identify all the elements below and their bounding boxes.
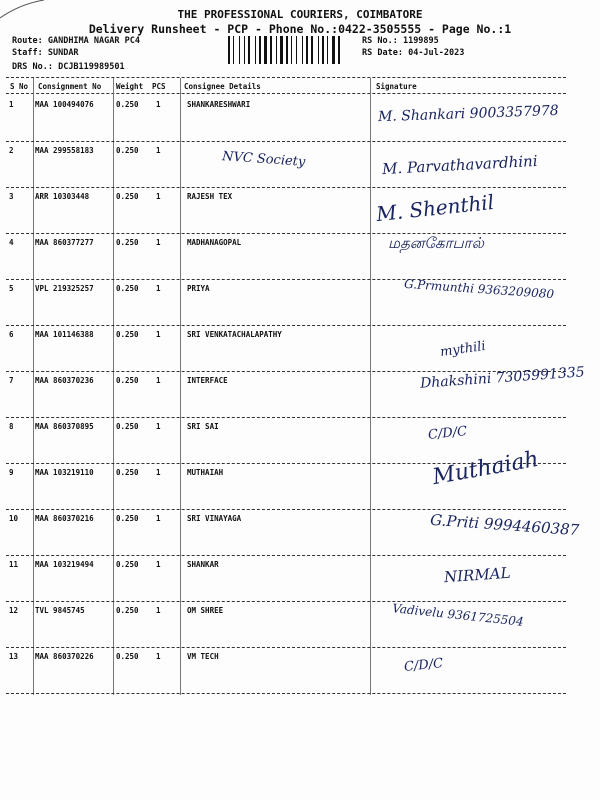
row-signature: mythili xyxy=(439,338,487,361)
row-consignee: SRI SAI xyxy=(187,422,219,431)
row-consignment-no: MAA 860370236 xyxy=(35,376,94,385)
table-top-rule xyxy=(6,77,566,78)
row-weight: 0.250 xyxy=(116,652,139,661)
row-consignment-no: MAA 103219110 xyxy=(35,468,94,477)
row-weight: 0.250 xyxy=(116,422,139,431)
row-pcs: 1 xyxy=(156,192,161,201)
row-consignment-no: MAA 299558183 xyxy=(35,146,94,155)
barcode-bar xyxy=(233,36,234,64)
row-consignee: SHANKARESHWARI xyxy=(187,100,251,109)
row-divider xyxy=(6,601,566,602)
col-header-sno: S No xyxy=(10,82,29,91)
barcode-bar xyxy=(248,36,250,64)
row-sno: 3 xyxy=(9,192,14,201)
row-signature: NIRMAL xyxy=(443,563,512,587)
row-consignment-no: MAA 860370216 xyxy=(35,514,94,523)
row-signature: Dhakshini 7305991335 xyxy=(419,364,586,392)
barcode-bar xyxy=(239,36,240,64)
row-divider xyxy=(6,141,566,142)
barcode-bar xyxy=(291,36,292,64)
row-consignment-no: MAA 100494076 xyxy=(35,100,94,109)
drs-line xyxy=(12,62,125,72)
col-divider xyxy=(370,78,371,695)
row-consignee: RAJESH TEX xyxy=(187,192,233,201)
row-consignment-no: MAA 860377277 xyxy=(35,238,94,247)
row-signature: G.Prmunthi 9363209080 xyxy=(403,276,555,302)
row-signature: M. Parvathavardhini xyxy=(381,151,538,179)
row-sno: 11 xyxy=(9,560,19,569)
table-header-rule xyxy=(6,93,566,94)
row-signature: G.Priti 9994460387 xyxy=(429,510,580,540)
staff-line xyxy=(12,48,79,58)
row-pcs: 1 xyxy=(156,652,161,661)
barcode-bar xyxy=(296,36,297,64)
barcode-bar xyxy=(264,36,267,64)
row-sno: 8 xyxy=(9,422,14,431)
row-signature: C/D/C xyxy=(403,655,444,676)
row-signature: Vadivelu 9361725504 xyxy=(391,601,525,629)
row-weight: 0.250 xyxy=(116,100,139,109)
rs-date-value: 04-Jul-2023 xyxy=(408,48,465,58)
rs-no-value: 1199895 xyxy=(402,36,439,46)
barcode xyxy=(228,36,356,64)
row-signature: C/D/C xyxy=(427,423,468,444)
row-pcs: 1 xyxy=(156,606,161,615)
barcode-bar xyxy=(332,36,335,64)
row-sno: 13 xyxy=(9,652,19,661)
row-consignee: SHANKAR xyxy=(187,560,219,569)
row-sno: 9 xyxy=(9,468,14,477)
row-weight: 0.250 xyxy=(116,284,139,293)
barcode-bar xyxy=(302,36,303,64)
row-consignment-no: MAA 103219494 xyxy=(35,560,94,569)
row-divider xyxy=(6,647,566,648)
route-line xyxy=(12,36,140,46)
row-consignment-no: MAA 860370895 xyxy=(35,422,94,431)
row-pcs: 1 xyxy=(156,468,161,477)
row-weight: 0.250 xyxy=(116,192,139,201)
row-weight: 0.250 xyxy=(116,560,139,569)
route-value: GANDHIMA NAGAR PC4 xyxy=(47,36,140,46)
col-divider xyxy=(180,78,181,695)
row-sno: 10 xyxy=(9,514,19,523)
row-sno: 5 xyxy=(9,284,14,293)
row-divider xyxy=(6,325,566,326)
barcode-bar xyxy=(280,36,283,64)
row2-handwritten-note: NVC Society xyxy=(221,149,306,170)
row-weight: 0.250 xyxy=(116,238,139,247)
row-consignee: VM TECH xyxy=(187,652,219,661)
row-sno: 6 xyxy=(9,330,14,339)
staff-value: SUNDAR xyxy=(47,48,79,58)
col-header-consignment: Consignment No xyxy=(38,82,102,91)
col-header-signature: Signature xyxy=(376,82,417,91)
col-divider xyxy=(113,78,114,695)
drs-value: DCJB119989501 xyxy=(58,62,125,72)
row-consignment-no: TVL 9845745 xyxy=(35,606,85,615)
scan-corner-mark xyxy=(0,0,60,20)
route-label: Route: xyxy=(12,36,43,46)
row-pcs: 1 xyxy=(156,376,161,385)
row-consignee: OM SHREE xyxy=(187,606,224,615)
row-weight: 0.250 xyxy=(116,468,139,477)
row-sno: 2 xyxy=(9,146,14,155)
barcode-bar xyxy=(306,36,308,64)
row-signature: Muthaiah xyxy=(430,446,541,491)
row-consignment-no: VPL 219325257 xyxy=(35,284,94,293)
row-consignee: MUTHAIAH xyxy=(187,468,224,477)
row-signature: M. Shenthil xyxy=(375,189,496,227)
row-weight: 0.250 xyxy=(116,606,139,615)
row-divider xyxy=(6,509,566,510)
row-pcs: 1 xyxy=(156,146,161,155)
col-header-pcs: PCS xyxy=(152,82,166,91)
barcode-bar xyxy=(244,36,245,64)
row-sno: 7 xyxy=(9,376,14,385)
row-consignee: MADHANAGOPAL xyxy=(187,238,242,247)
runsheet-subtitle: Delivery Runsheet - PCP - Phone No.:0422-3505555 - Page No.:1 xyxy=(88,22,512,36)
row-pcs: 1 xyxy=(156,238,161,247)
row-sno: 12 xyxy=(9,606,19,615)
barcode-bar xyxy=(228,36,230,64)
drs-label: DRS No.: xyxy=(12,62,53,72)
row-consignment-no: ARR 10303448 xyxy=(35,192,90,201)
rs-no-line xyxy=(362,36,439,46)
row-divider xyxy=(6,279,566,280)
row-consignee: SRI VENKATACHALAPATHY xyxy=(187,330,282,339)
row-pcs: 1 xyxy=(156,330,161,339)
row-consignee: SRI VINAYAGA xyxy=(187,514,242,523)
rs-date-label: RS Date: xyxy=(362,48,403,58)
row-consignee: PRIYA xyxy=(187,284,210,293)
staff-label: Staff: xyxy=(12,48,43,58)
barcode-bar xyxy=(318,36,319,64)
row-pcs: 1 xyxy=(156,422,161,431)
row-divider xyxy=(6,187,566,188)
col-header-consignee: Consignee Details xyxy=(184,82,261,91)
barcode-bar xyxy=(286,36,288,64)
row-sno: 4 xyxy=(9,238,14,247)
row-consignment-no: MAA 101146388 xyxy=(35,330,94,339)
row-weight: 0.250 xyxy=(116,376,139,385)
barcode-bar xyxy=(311,36,313,64)
row-divider xyxy=(6,693,566,694)
barcode-bar xyxy=(322,36,324,64)
barcode-bar xyxy=(338,36,340,64)
row-pcs: 1 xyxy=(156,284,161,293)
col-divider xyxy=(33,78,34,695)
row-pcs: 1 xyxy=(156,560,161,569)
col-header-weight: Weight xyxy=(116,82,144,91)
barcode-bar xyxy=(276,36,277,64)
barcode-bar xyxy=(270,36,272,64)
rs-no-label: RS No.: xyxy=(362,36,398,46)
barcode-bar xyxy=(259,36,261,64)
row-divider xyxy=(6,417,566,418)
barcode-bar xyxy=(327,36,328,64)
row-sno: 1 xyxy=(9,100,14,109)
row-weight: 0.250 xyxy=(116,146,139,155)
row-pcs: 1 xyxy=(156,514,161,523)
row-signature: M. Shankari 9003357978 xyxy=(377,102,559,126)
row-consignee: INTERFACE xyxy=(187,376,228,385)
row-weight: 0.250 xyxy=(116,514,139,523)
barcode-bar xyxy=(255,36,256,64)
row-pcs: 1 xyxy=(156,100,161,109)
row-weight: 0.250 xyxy=(116,330,139,339)
company-title: THE PROFESSIONAL COURIERS, COIMBATORE xyxy=(177,8,423,21)
row-consignment-no: MAA 860370226 xyxy=(35,652,94,661)
row-signature: மதனகோபால் xyxy=(388,234,484,252)
row-divider xyxy=(6,555,566,556)
rs-date-line xyxy=(362,48,464,58)
